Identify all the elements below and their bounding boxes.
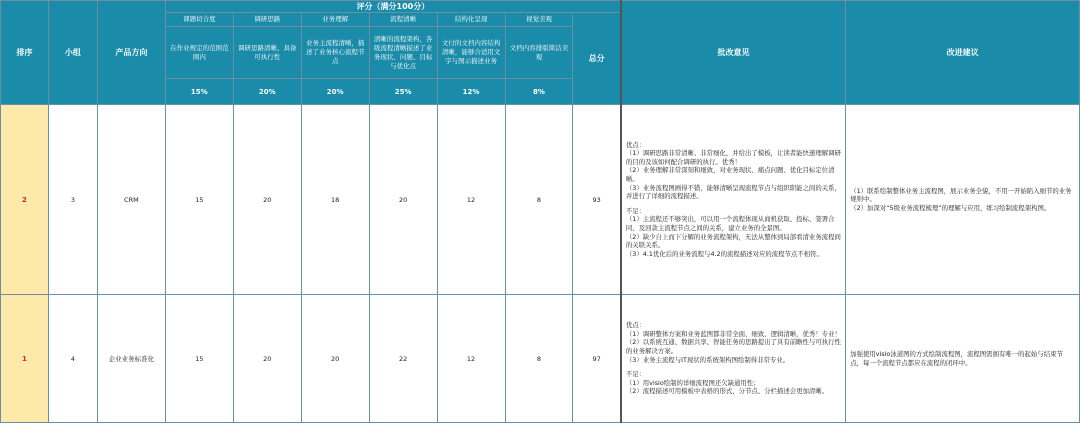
improve-line: （2）加深对“5级业务流程梳理”的理解与应用，练习绘制流程架构图。 [850,203,1051,212]
score-cell: 15 [165,105,233,295]
group-cell: 3 [48,105,97,295]
score-group-header: 评分（满分100分） [165,1,621,13]
score-cell: 20 [369,105,437,295]
criterion-weight: 15% [165,79,233,105]
review-line: （1）用visio绘制的详细流程图还欠缺通用性； [625,378,760,387]
score-cell: 8 [505,295,573,423]
criterion-desc: 文付的文档内容结构清晰，能够合适用文字与图示描述业务 [437,27,505,79]
criterion-name: 业务理解 [301,13,369,27]
score-cell: 15 [165,295,233,423]
criterion-name: 流程清晰 [369,13,437,27]
criterion-weight: 12% [437,79,505,105]
criterion-desc: 文档内容排版简洁美观 [505,27,573,79]
score-cell: 20 [233,295,301,423]
total-header: 总分 [573,13,621,105]
criterion-desc: 业务主流程清晰，描述了业务核心流程节点 [301,27,369,79]
review-line: 优点： [625,321,646,330]
criterion-weight: 20% [233,79,301,105]
review-line: 优点： [625,140,646,149]
improve-line: 加强使用visio泳道图的方式绘制流程图，流程图需拥有唯一的起始与结束节点，每一个流程节点都应在流程的闭环中。 [850,349,1063,367]
improve-header: 改进建议 [846,1,1080,105]
direction-cell: 企业业务标准化 [97,295,165,423]
score-cell: 18 [301,105,369,295]
criterion-name: 结构化呈现 [437,13,505,27]
review-cell [621,295,846,423]
direction-header: 产品方向 [97,1,165,105]
score-cell: 8 [505,105,573,295]
improve-cell [846,295,1080,423]
score-cell: 22 [369,295,437,423]
criterion-desc: 调研思路清晰、具备可执行性 [233,27,301,79]
rank-cell: 2 [1,105,49,295]
review-line: （2）缺少自上而下分解的业务流程架构，无法从整体到局部看清业务流程间的关联关系。 [625,232,841,250]
rank-header: 排序 [1,1,49,105]
table-row [1,105,1080,295]
direction-cell: CRM [97,105,165,295]
review-line: 不足： [625,370,646,379]
review-line: 不足： [625,206,646,215]
review-line: （1）调研整体方案和业务蓝图都非常全面、细致、逻辑清晰，优秀！专业！ [625,329,841,338]
improve-cell [846,105,1080,295]
total-cell: 97 [573,295,621,423]
criterion-weight: 25% [369,79,437,105]
rank-cell: 1 [1,295,49,423]
criterion-name: 调研思路 [233,13,301,27]
review-line: （2）流程描述可用模板中表格的形式，分节点、分栏描述会更加清晰。 [625,387,829,396]
review-line: （3）业务流程图画得不错，能够清晰呈现流程节点与组织职能之间的关系，并进行了详细的流程描述。 [625,183,841,201]
review-header: 批改意见 [621,1,846,105]
criterion-desc: 清晰的流程架构，各级流程清晰描述了业务现状、问题、目标与优化点 [369,27,437,79]
criterion-name: 课题切合度 [165,13,233,27]
review-line: （1）调研思路非常清晰、非常细化，并给出了模板，让读者能快速理解调研的目的及该如何配合调研的执行。优秀！ [625,149,841,166]
score-cell: 20 [301,295,369,423]
total-cell: 93 [573,105,621,295]
review-line: （3）4.1优化后的业务流程与4.2的流程描述对应的流程节点不相符。 [625,249,823,258]
criterion-desc: 在作业规定的范围范围内 [165,27,233,79]
review-line: （2）业务理解非常深刻和细致，对业务现状、痛点问题、优化目标定位清晰。 [625,166,835,184]
score-cell: 12 [437,105,505,295]
improve-line: （1）联系绘制整体业务主流程图，展示业务全貌，不用一开始陷入细节的业务规则中。 [850,186,1072,204]
review-cell [621,105,846,295]
review-line: （3）业务主流程与IT现状的系统架构图绘制得非常专业。 [625,355,790,364]
criterion-weight: 20% [301,79,369,105]
score-cell: 20 [233,105,301,295]
criterion-name: 视觉美观 [505,13,573,27]
group-cell: 4 [48,295,97,423]
table-row [1,295,1080,423]
criterion-weight: 8% [505,79,573,105]
review-line: （1）主流程还不够突出，可以用一个流程体现从商机获取、投标、签署合同、及回款主流程节点之间的关系，建立业务的全景图。 [625,215,835,232]
review-line: （2）以系统互通、数据共享、智能任务的思路提出了具有前瞻性与可执行性的业务解决方案。 [625,338,841,355]
group-header: 小组 [48,1,97,105]
score-cell: 12 [437,295,505,423]
